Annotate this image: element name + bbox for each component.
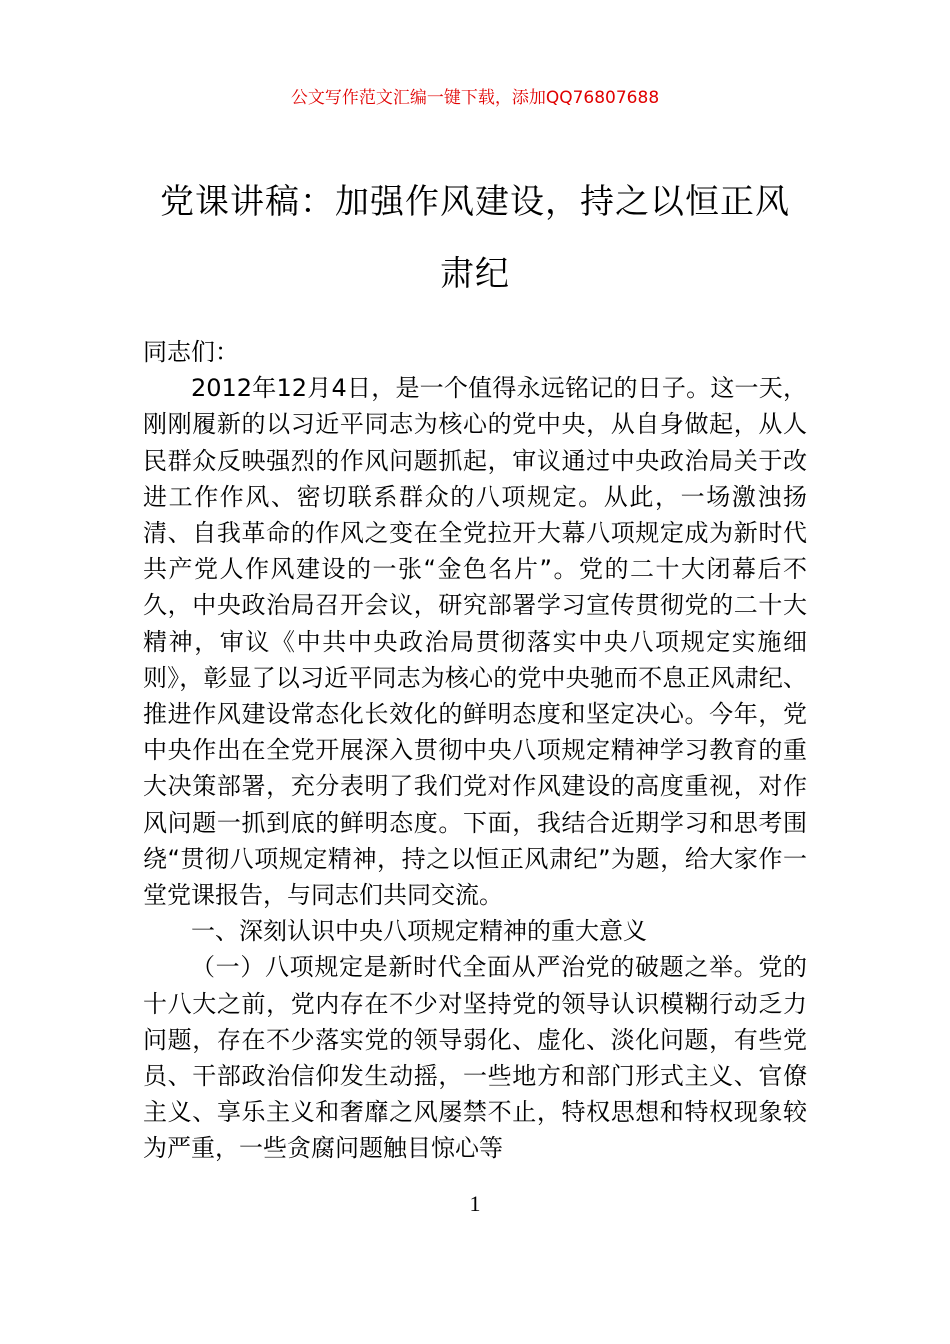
document-body (143, 334, 807, 1167)
salutation: 同志们： (143, 338, 239, 366)
download-watermark: 公文写作范文汇编一键下载，添加QQ76807688 (290, 88, 660, 108)
document-title: 党课讲稿：加强作风建设，持之以恒正风肃纪 (160, 182, 790, 294)
subsection-paragraph: （一）八项规定是新时代全面从严治党的破题之举。党的十八大之前，党内存在不少对坚持党的领导认识模糊行动乏力问题，存在不少落实党的领导弱化、虚化、淡化问题，有些党员、干部政治信仰发生动摇，一些地方和部门形式主义、官僚主义、享乐主义和奢靡之风屡禁不止，特权思想和特权现象较为严重，一些贪腐问题触目惊心等 (143, 953, 807, 1163)
section-heading: 一、深刻认识中央八项规定精神的重大意义 (191, 917, 647, 946)
page-number: 1 (469, 1191, 481, 1216)
body-paragraph: 2012年12月4日，是一个值得永远铭记的日子。这一天，刚刚履新的以习近平同志为核心的党中央，从自身做起，从人民群众反映强烈的作风问题抓起，审议通过中央政治局关于改进工作作风、密切联系群众的八项规定。从此，一场激浊扬清、自我革命的作风之变在全党拉开大幕八项规定成为新时代共产党人作风建设的一张“金色名片”。党的二十大闭幕后不久，中央政治局召开会议，研究部署学习宣传贯彻党的二十大精神，审议《中共中央政治局贯彻落实中央八项规定实施细则》，彰显了以习近平同志为核心的党中央驰而不息正风肃纪、推进作风建设常态化长效化的鲜明态度和坚定决心。今年，党中央作出在全党开展深入贯彻中央八项规定精神学习教育的重大决策部署，充分表明了我们党对作风建设的高度重视，对作风问题一抓到底的鲜明态度。下面，我结合近期学习和思考围绕“贯彻八项规定精神，持之以恒正风肃纪”为题，给大家作一堂党课报告，与同志们共同交流。 (143, 374, 807, 910)
